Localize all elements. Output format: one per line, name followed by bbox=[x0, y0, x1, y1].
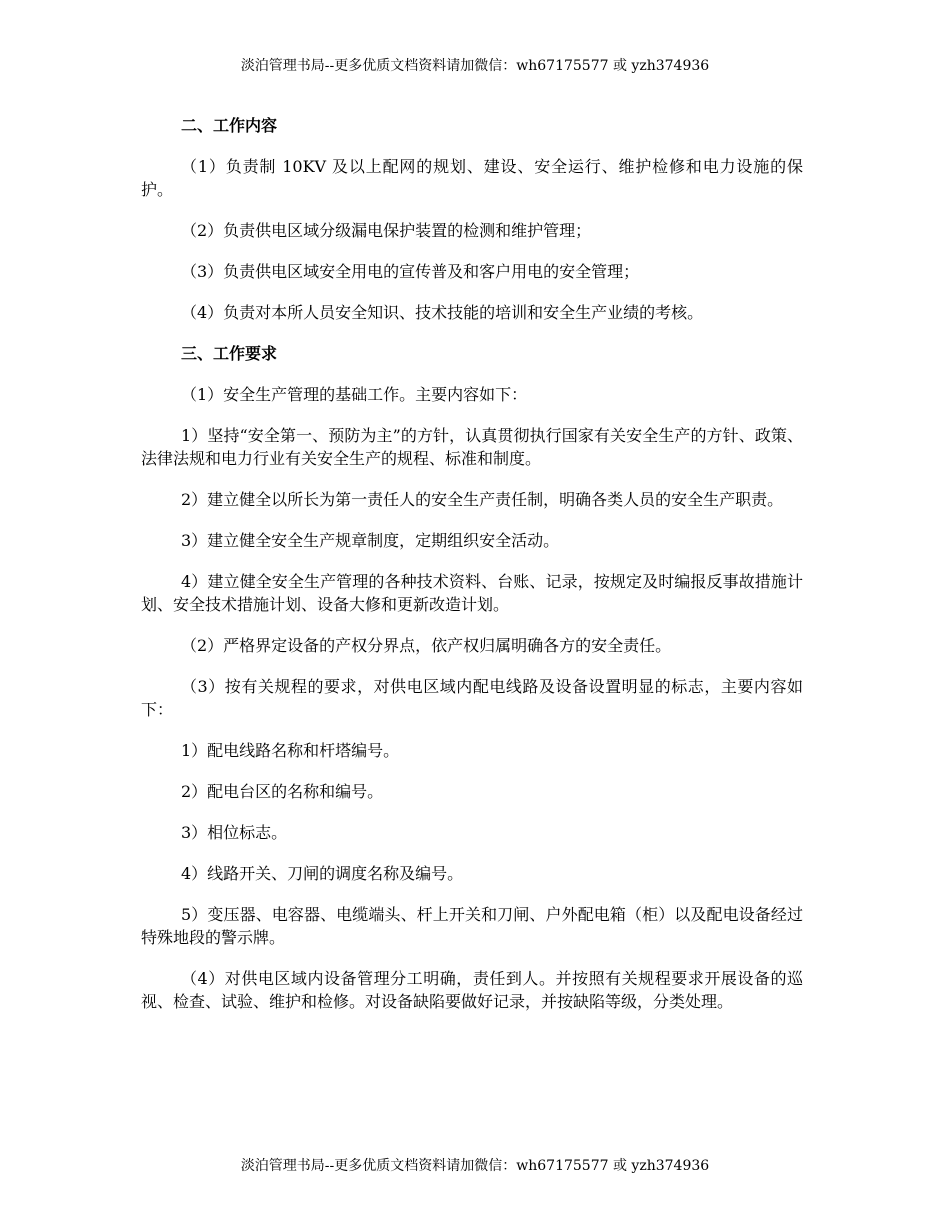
paragraph: 4）建立健全安全生产管理的各种技术资料、台账、记录，按规定及时编报反事故措施计划、安全技术措施计划、设备大修和更新改造计划。 bbox=[141, 572, 803, 614]
paragraph: （1）负责制 10KV 及以上配网的规划、建设、安全运行、维护检修和电力设施的保护。 bbox=[141, 157, 803, 199]
section-heading-work-content: 二、工作内容 bbox=[181, 116, 278, 135]
page-header: 淡泊管理书局--更多优质文档资料请加微信：wh67175577 或 yzh374936 bbox=[240, 58, 710, 74]
paragraph: 4）线路开关、刀闸的调度名称及编号。 bbox=[181, 864, 464, 883]
paragraph: 1）坚持“安全第一、预防为主”的方针，认真贯彻执行国家有关安全生产的方针、政策、法律法规和电力行业有关安全生产的规程、标准和制度。 bbox=[141, 426, 803, 468]
paragraph: （3）负责供电区域安全用电的宣传普及和客户用电的安全管理； bbox=[181, 262, 640, 281]
paragraph: （3）按有关规程的要求，对供电区域内配电线路及设备设置明显的标志，主要内容如下： bbox=[141, 677, 803, 719]
paragraph: （1）安全生产管理的基础工作。主要内容如下： bbox=[181, 385, 528, 404]
paragraph: 3）建立健全安全生产规章制度，定期组织安全活动。 bbox=[181, 531, 560, 550]
paragraph: （2）严格界定设备的产权分界点，依产权归属明确各方的安全责任。 bbox=[181, 636, 672, 655]
paragraph: （4）对供电区域内设备管理分工明确，责任到人。并按照有关规程要求开展设备的巡视、检查、试验、维护和检修。对设备缺陷要做好记录，并按缺陷等级，分类处理。 bbox=[141, 969, 803, 1011]
page-footer: 淡泊管理书局--更多优质文档资料请加微信：wh67175577 或 yzh374936 bbox=[240, 1158, 710, 1174]
document-body bbox=[141, 114, 803, 1031]
section-heading-work-requirements: 三、工作要求 bbox=[181, 344, 278, 363]
paragraph: 3）相位标志。 bbox=[181, 823, 288, 842]
paragraph: 1）配电线路名称和杆塔编号。 bbox=[181, 741, 400, 760]
paragraph: 5）变压器、电容器、电缆端头、杆上开关和刀闸、户外配电箱（柜）以及配电设备经过特殊地段的警示牌。 bbox=[141, 905, 803, 947]
paragraph: （4）负责对本所人员安全知识、技术技能的培训和安全生产业绩的考核。 bbox=[181, 303, 704, 322]
paragraph: （2）负责供电区域分级漏电保护装置的检测和维护管理； bbox=[181, 221, 592, 240]
paragraph: 2）建立健全以所长为第一责任人的安全生产责任制，明确各类人员的安全生产职责。 bbox=[181, 490, 784, 509]
paragraph: 2）配电台区的名称和编号。 bbox=[181, 782, 384, 801]
